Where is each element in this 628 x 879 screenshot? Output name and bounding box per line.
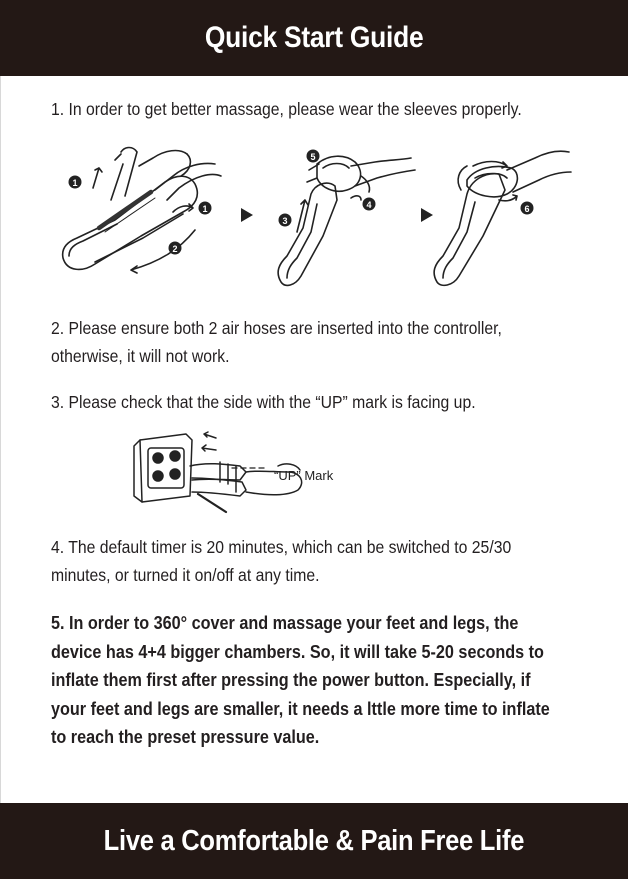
step-2-line: 2. Please ensure both 2 air hoses are inserted into the controller, — [51, 318, 502, 338]
step-5-line: device has 4+4 bigger chambers. So, it will take 5-20 seconds to — [51, 641, 544, 662]
svg-text:2: 2 — [172, 244, 178, 254]
step-2 — [51, 314, 591, 370]
callout-5 — [307, 150, 320, 163]
callout-number: 1 — [72, 178, 78, 188]
callout-2 — [169, 242, 182, 255]
step-5-line: inflate them first after pressing the power button. Especially, if — [51, 670, 531, 690]
step-2-line: otherwise, it will not work. — [51, 346, 230, 366]
step-4-line: 4. The default timer is 20 minutes, which can be switched to 25/30 — [51, 537, 512, 557]
step-3 — [51, 388, 591, 416]
svg-text:1: 1 — [202, 204, 208, 214]
callout-3 — [279, 214, 292, 227]
svg-text:3: 3 — [282, 216, 288, 226]
step-5-line: to reach the preset pressure value. — [51, 727, 320, 747]
arrow-curve-icon — [351, 196, 361, 200]
sleeve-open-panel — [63, 148, 221, 270]
sleeve-pulling-panel — [278, 156, 415, 285]
up-mark-label: “UP” Mark — [274, 468, 334, 483]
sleeve-wearing-illustration — [55, 140, 575, 300]
sleeve-worn-panel — [434, 151, 571, 285]
next-arrow-icon — [241, 208, 253, 222]
hand-pin-icon — [198, 494, 226, 512]
svg-text:5: 5 — [310, 152, 316, 162]
step-1 — [51, 95, 591, 123]
controller-body — [134, 434, 192, 502]
step-5-line: 5. In order to 360° cover and massage your feet and legs, the — [51, 613, 519, 633]
step-4 — [51, 533, 591, 589]
callout-1-right — [199, 202, 212, 215]
page-title: Quick Start Guide — [204, 21, 424, 54]
air-hose-controller-illustration — [128, 422, 368, 514]
step-5 — [51, 609, 591, 752]
next-arrow-icon — [421, 208, 433, 222]
step-3-line: 3. Please check that the side with the “UP” mark is facing up. — [51, 392, 476, 412]
step-5-line: your feet and legs are smaller, it needs a lttle more time to inflate — [51, 698, 550, 719]
footer-banner — [0, 803, 628, 879]
arrow-left-icon — [202, 445, 216, 451]
svg-text:6: 6 — [524, 204, 530, 214]
callout-6 — [521, 202, 534, 215]
step-1-line: 1. In order to get better massage, please wear the sleeves properly. — [51, 99, 522, 119]
footer-slogan: Live a Comfortable & Pain Free Life — [103, 824, 525, 857]
callout-4 — [363, 198, 376, 211]
arrow-up-icon — [93, 168, 102, 188]
page-edge-line — [0, 76, 1, 803]
arrow-left-icon — [204, 432, 216, 438]
header-banner — [0, 0, 628, 76]
step-4-line: minutes, or turned it on/off at any time. — [51, 565, 320, 585]
svg-text:4: 4 — [366, 200, 372, 210]
callout-1-left — [69, 176, 82, 189]
